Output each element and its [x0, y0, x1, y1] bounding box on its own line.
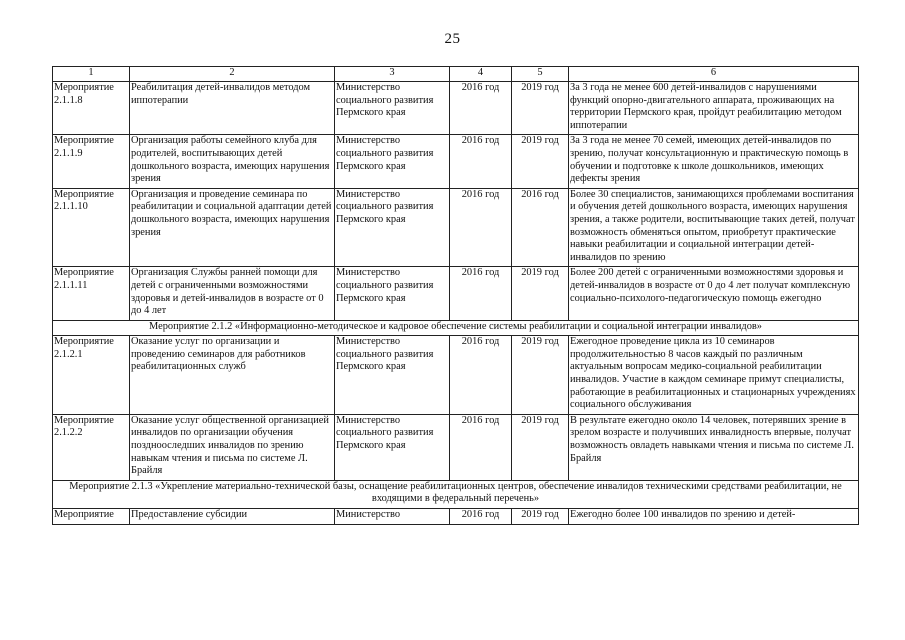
table-row: [53, 267, 859, 320]
table-row: [53, 336, 859, 415]
section-heading: Мероприятие 2.1.2 «Информационно-методическое и кадровое обеспечение системы реабилитации и социальной интеграции инвалидов»: [53, 320, 859, 336]
table-row: [53, 135, 859, 188]
measure-executor: Министерство социального развития Пермского края: [335, 267, 450, 320]
column-header: 6: [569, 67, 859, 82]
measure-executor: Министерство: [335, 509, 450, 525]
measure-start: 2016 год: [450, 509, 512, 525]
section-row: [53, 320, 859, 336]
column-header: 5: [512, 67, 569, 82]
measure-id: Мероприятие 2.1.1.11: [53, 267, 130, 320]
measure-start: 2016 год: [450, 267, 512, 320]
measure-name: Организация и проведение семинара по реабилитации и социальной адаптации детей дошкольного возраста, имеющих нарушения зрения: [130, 188, 335, 267]
measure-executor: Министерство социального развития Пермского края: [335, 336, 450, 415]
measure-start: 2016 год: [450, 188, 512, 267]
table-row: [53, 188, 859, 267]
measure-result: За 3 года не менее 70 семей, имеющих детей-инвалидов по зрению, получат консультационную и практическую помощь в обучении и подготовке к школе дошкольников, имеющих дефекты зрения: [569, 135, 859, 188]
measure-result: За 3 года не менее 600 детей-инвалидов с нарушениями функций опорно-двигательного аппарата, проживающих на территории Пермского края, пройдут реабилитацию методом иппотерапии: [569, 82, 859, 135]
measure-end: 2016 год: [512, 188, 569, 267]
table-row: [53, 509, 859, 525]
measure-id: Мероприятие 2.1.1.9: [53, 135, 130, 188]
measure-end: 2019 год: [512, 336, 569, 415]
measure-executor: Министерство социального развития Пермского края: [335, 188, 450, 267]
measure-name: Оказание услуг общественной организацией инвалидов по организации обучения позднооследших инвалидов по зрению навыкам чтения и письма по системе Л. Брайля: [130, 414, 335, 480]
measure-end: 2019 год: [512, 135, 569, 188]
table-row: [53, 414, 859, 480]
measure-name: Предоставление субсидии: [130, 509, 335, 525]
measure-name: Организация Службы ранней помощи для детей с ограниченными возможностями здоровья и детей-инвалидов в возрасте от 0 до 4 лет: [130, 267, 335, 320]
table-row: [53, 82, 859, 135]
measure-result: Более 200 детей с ограниченными возможностями здоровья и детей-инвалидов в возрасте от 0 до 4 лет получат комплексную социально-психолого-педагогическую помощь ежегодно: [569, 267, 859, 320]
section-row: [53, 480, 859, 508]
column-header: 3: [335, 67, 450, 82]
column-header: 4: [450, 67, 512, 82]
measure-end: 2019 год: [512, 82, 569, 135]
measure-result: В результате ежегодно около 14 человек, потерявших зрение в зрелом возрасте и получивших инвалидность впервые, получат возможность овладеть навыками чтения и письма по системе Л. Брайля: [569, 414, 859, 480]
measure-id: Мероприятие 2.1.1.10: [53, 188, 130, 267]
measure-start: 2016 год: [450, 414, 512, 480]
measure-start: 2016 год: [450, 336, 512, 415]
measure-result: Ежегодное проведение цикла из 10 семинаров продолжительностью 8 часов каждый по различным актуальным вопросам медико-социальной реабилитации инвалидов. Участие в каждом семинаре примут специалисты, работающие в реабилитационных и стационарных учреждениях социального обслуживания: [569, 336, 859, 415]
section-heading: Мероприятие 2.1.3 «Укрепление материально-технической базы, оснащение реабилитационных центров, обеспечение инвалидов техническими средствами реабилитации, не входящими в федеральный перечень»: [53, 480, 859, 508]
measure-end: 2019 год: [512, 414, 569, 480]
measure-name: Организация работы семейного клуба для родителей, воспитывающих детей дошкольного возраста, имеющих нарушения зрения: [130, 135, 335, 188]
measures-table: [52, 66, 859, 525]
column-header: 2: [130, 67, 335, 82]
measure-executor: Министерство социального развития Пермского края: [335, 82, 450, 135]
measure-result: Ежегодно более 100 инвалидов по зрению и детей-: [569, 509, 859, 525]
measure-result: Более 30 специалистов, занимающихся проблемами воспитания и обучения детей дошкольного возраста, имеющих нарушения зрения, а также родители, воспитывающие таких детей, получат возможность обменяться опытом, приобретут практические навыки реабилитации и социальной интеграции детей-инвалидов по зрению: [569, 188, 859, 267]
measure-end: 2019 год: [512, 509, 569, 525]
measure-name: Реабилитация детей-инвалидов методом иппотерапии: [130, 82, 335, 135]
measure-start: 2016 год: [450, 135, 512, 188]
measure-executor: Министерство социального развития Пермского края: [335, 414, 450, 480]
page-number: 25: [444, 31, 461, 47]
measure-executor: Министерство социального развития Пермского края: [335, 135, 450, 188]
measure-id: Мероприятие 2.1.1.8: [53, 82, 130, 135]
table-header-row: [53, 67, 859, 82]
measure-start: 2016 год: [450, 82, 512, 135]
measure-end: 2019 год: [512, 267, 569, 320]
measure-name: Оказание услуг по организации и проведению семинаров для работников реабилитационных служб: [130, 336, 335, 415]
measure-id: Мероприятие 2.1.2.1: [53, 336, 130, 415]
measure-id: Мероприятие: [53, 509, 130, 525]
column-header: 1: [53, 67, 130, 82]
measure-id: Мероприятие 2.1.2.2: [53, 414, 130, 480]
